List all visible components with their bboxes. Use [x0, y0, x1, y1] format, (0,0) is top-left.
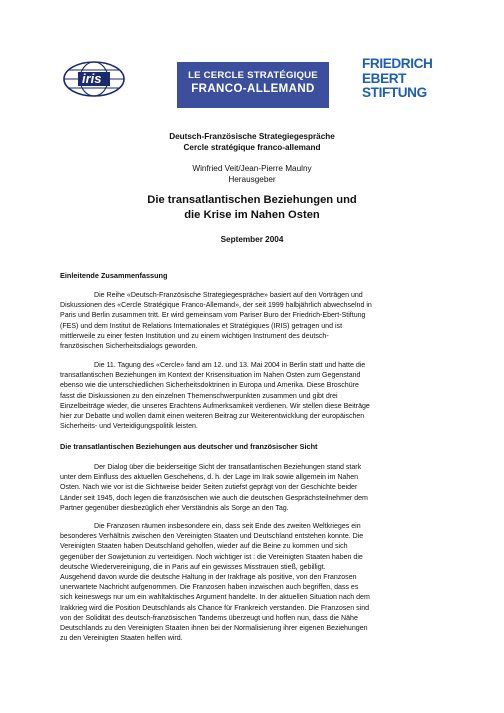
fes-logo-line2: EBERT [362, 70, 407, 86]
p4-line: Die Franzosen räumen insbesondere ein, dass seit Ende des zweiten Weltkrieges ein [94, 523, 361, 530]
iris-logo [60, 60, 128, 98]
p1-line: französischen Sicherheitsdialogs geworden. [60, 343, 198, 351]
title-line-1: Die transatlantischen Beziehungen und [147, 194, 357, 206]
p2-line: Die 11. Tagung des «Cercle» fand am 12. und 13. Mai 2004 in Berlin statt und hatte die [94, 362, 366, 369]
p2-line: Einzelbeiträge wieder, die unseres Erachtens Aufmerksamkeit verdienen. Wir stellen diese Beiträge [60, 402, 370, 410]
series-title-fr: Cercle stratégique franco-allemand [183, 143, 321, 152]
paragraph-3 [60, 463, 446, 514]
series-title [60, 131, 444, 153]
p4-line: von der Solidität des deutsch-französischen Tandems überzeugt und hoffen nun, dass die Nähe [60, 614, 358, 622]
p4-line: Deutschlands zu den Vereinigten Staaten ihnen bei der Normalisierung ihrer eigenen Beziehungen [60, 625, 368, 633]
p3-line: Länder seit 1945, doch legen die französischen wie auch die deutschen Gesprächsteilnehmer dem [60, 494, 368, 502]
p4-line: besonderes Verhältnis zwischen den Vereinigten Staaten und Deutschland entstehen konnte. Die [60, 533, 364, 541]
p2-line: ebenso wie die unterschiedlichen Sicherheitsdoktrinen in Europa und Amerika. Diese Broschüre [60, 382, 359, 390]
p4-line: Irakkrieg wird die Position Deutschlands als Chance für Frankreich verstanden. Die Franzosen sind [60, 604, 370, 612]
p4-line: sich keineswegs nur um ein wahltaktisches Argument handelte. In der aktuellen Situation nach dem [60, 594, 370, 602]
fes-logo-line3: STIFTUNG [362, 85, 427, 100]
p1-line: Paris und Berlin zusammen tritt. Er wird gemeinsam vom Pariser Buro der Friedrich-Ebert-Stiftung [60, 312, 366, 320]
p3-line: Der Dialog über die beiderseitige Sicht der transatlantischen Beziehungen stand stark [94, 464, 362, 471]
p4-line: Vereinigten Staaten haben Deutschland geholfen, wieder auf die Beine zu kommen und sich [60, 543, 348, 551]
document-title [60, 193, 444, 222]
p4-line: deutsche Wiedervereinigung, die in Paris auf ein gewisses Misstrauen stieß, gebilligt. [60, 563, 326, 571]
summary-heading: Einleitende Zusammenfassung [60, 271, 168, 280]
transatlantic-heading: Die transatlantischen Beziehungen aus deutscher und französischer Sicht [60, 442, 318, 451]
p2-line: transatlantischen Beziehungen im Kontext der Krisensituation im Nahen Osten zum Gegenstand [60, 372, 361, 380]
publication-date: September 2004 [220, 235, 284, 244]
cercle-strategique-logo [177, 62, 329, 108]
p1-line: Die Reihe «Deutsch-Französische Strategiegespräche» basiert auf den Vorträgen und [94, 292, 363, 299]
p3-line: Osten. Nach wie vor ist die Sichtweise beider Seiten zutiefst geprägt von der Geschichte beider [60, 484, 358, 492]
p1-line: (FES) und dem Institut de Relations Internationales et Stratégiques (IRIS) getragen und ist [60, 322, 343, 330]
editor-role: Herausgeber [228, 175, 276, 184]
iris-logo-text: iris [82, 71, 102, 86]
authors-names: Winfried Veit/Jean-Pierre Maulny [192, 164, 312, 173]
p3-line: unter dem Einfluss des aktuellen Geschehens, d. h. der Lage im Irak sowie allgemein im Nahen [60, 474, 359, 482]
friedrich-ebert-stiftung-logo [362, 57, 448, 101]
p4-line: gegenüber der Sowjetunion zu verteidigen. Noch wichtiger ist : die Vereinigten Staaten haben die [60, 553, 363, 561]
cercle-logo-line2: FRANCO-ALLEMAND [191, 83, 315, 95]
p4-line: unerwartete Nachricht aufgenommen. Die Franzosen haben inzwischen auch begriffen, dass es [60, 584, 359, 592]
cercle-logo-line1: LE CERCLE STRATÉGIQUE [188, 70, 318, 81]
p2-line: fasst die Diskussionen zu den einzelnen Themenschwerpunkten zusammen und gibt drei [60, 392, 338, 400]
title-line-2: die Krise im Nahen Osten [184, 208, 320, 221]
editors [60, 163, 444, 185]
p1-line: mittlerweile zu einer festen Institution und zu einem wichtigen Instrument des deutsch- [60, 332, 329, 340]
p2-line: Sicherheits- und Verteidigungspolitik leisten. [60, 423, 198, 431]
p1-line: Diskussionen des «Cercle Stratégique Franco-Allemand», der seit 1999 halbjährlich abwechselnd in [60, 302, 372, 310]
paragraph-2 [60, 361, 446, 432]
p4-line: Ausgehend davon wurde die deutsche Haltung in der Irakfrage als positive, von den Franzosen [60, 574, 357, 582]
paragraph-4 [60, 522, 446, 644]
p4-line: zu den Vereinigten Staaten helfen wird. [60, 635, 183, 643]
paragraph-1 [60, 291, 446, 352]
fes-logo-line1: FRIEDRICH [362, 56, 433, 71]
p3-line: Partner gegenüber diesbezüglich eher Verständnis als Sorge an den Tag. [60, 504, 289, 512]
p2-line: hier zur Debatte und wollen damit einen weiteren Beitrag zur Weiterentwicklung der europäischen [60, 413, 365, 421]
series-title-de: Deutsch-Französische Strategiegespräche [169, 132, 335, 141]
